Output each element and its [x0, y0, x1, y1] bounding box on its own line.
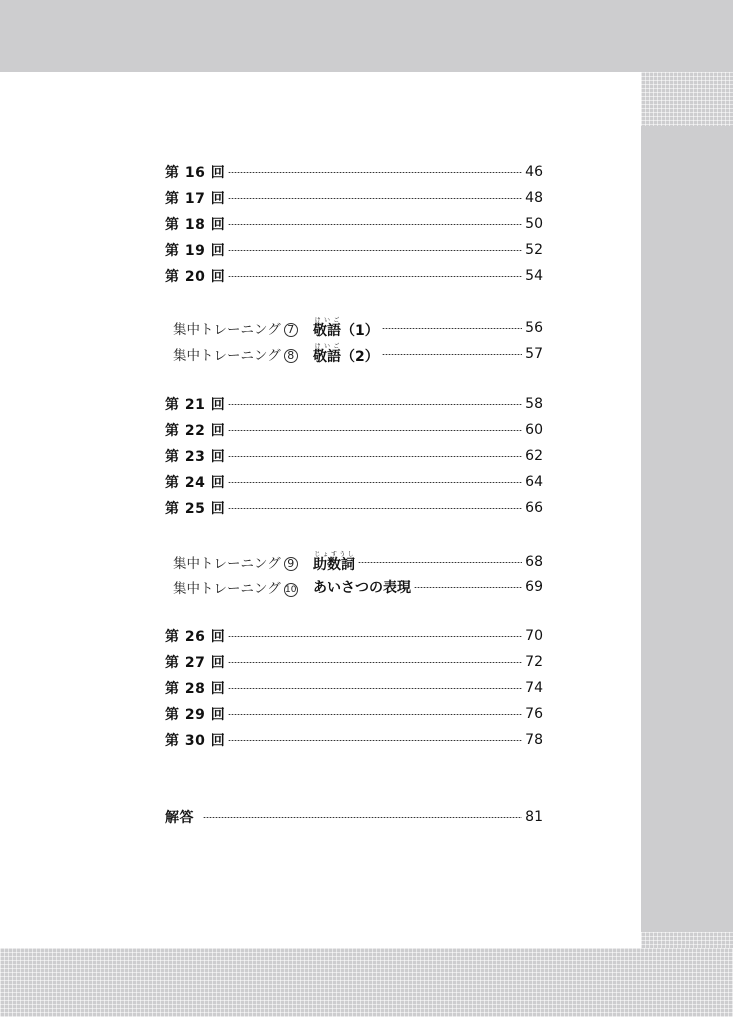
- circled-number: 9: [284, 557, 298, 571]
- toc-entry-19[interactable]: [165, 240, 543, 260]
- leader-dots: [228, 198, 522, 199]
- leader-dots: [228, 250, 522, 251]
- toc-entry-27[interactable]: [165, 652, 543, 672]
- decorative-grid-right-top: [641, 72, 733, 126]
- circled-number: 8: [284, 349, 298, 363]
- leader-dots: [414, 587, 522, 588]
- toc-entry-label: 第 18 回: [165, 217, 226, 233]
- leader-dots: [358, 562, 522, 563]
- decorative-grid-right-bottom: [641, 932, 733, 948]
- leader-dots: [228, 508, 522, 509]
- toc-training-7[interactable]: [165, 318, 543, 338]
- toc-entry-label: 第 19 回: [165, 243, 226, 259]
- toc-entry-label: 解答: [165, 810, 194, 826]
- training-label: 集中トレーニング 10: [173, 580, 297, 597]
- toc-entry-page: 64: [525, 474, 543, 490]
- toc-entry-23[interactable]: [165, 446, 543, 466]
- toc-entry-page: 62: [525, 448, 543, 464]
- toc-entry-label: 第 25 回: [165, 501, 226, 517]
- toc-entry-page: 57: [525, 346, 543, 362]
- toc-entry-label: 第 22 回: [165, 423, 226, 439]
- toc-entry-label: 第 23 回: [165, 449, 226, 465]
- toc-entry-21[interactable]: [165, 394, 543, 414]
- circled-number: 10: [285, 584, 297, 595]
- toc-entry-label: 第 29 回: [165, 707, 226, 723]
- toc-entry-page: 48: [525, 190, 543, 206]
- leader-dots: [203, 817, 522, 818]
- leader-dots: [228, 456, 522, 457]
- toc-entry-page: 78: [525, 732, 543, 748]
- toc-entry-29[interactable]: [165, 704, 543, 724]
- decorative-grid-bottom: [0, 948, 733, 1017]
- toc-entry-page: 72: [525, 654, 543, 670]
- toc-entry-17[interactable]: [165, 188, 543, 208]
- toc-entry-label: 第 30 回: [165, 733, 226, 749]
- leader-dots: [228, 740, 522, 741]
- toc-entry-page: 66: [525, 500, 543, 516]
- toc-entry-22[interactable]: [165, 420, 543, 440]
- toc-entry-label: 第 21 回: [165, 397, 226, 413]
- leader-dots: [228, 636, 522, 637]
- toc-training-10[interactable]: [165, 577, 543, 597]
- toc-entry-page: 56: [525, 320, 543, 336]
- leader-dots: [228, 714, 522, 715]
- toc-entry-page: 69: [525, 579, 543, 595]
- toc-entry-25[interactable]: [165, 498, 543, 518]
- toc-entry-20[interactable]: [165, 266, 543, 286]
- toc-entry-page: 70: [525, 628, 543, 644]
- toc-entry-page: 54: [525, 268, 543, 284]
- toc-entry-label: 第 27 回: [165, 655, 226, 671]
- leader-dots: [382, 354, 522, 355]
- toc-entry-page: 60: [525, 422, 543, 438]
- toc-training-9[interactable]: [165, 552, 543, 572]
- toc-entry-answers[interactable]: [165, 807, 543, 827]
- toc-entry-page: 58: [525, 396, 543, 412]
- training-title: あいさつの表現: [313, 580, 411, 596]
- leader-dots: [228, 688, 522, 689]
- toc-page: [0, 72, 641, 948]
- toc-entry-28[interactable]: [165, 678, 543, 698]
- leader-dots: [382, 328, 522, 329]
- leader-dots: [228, 172, 522, 173]
- leader-dots: [228, 662, 522, 663]
- toc-entry-30[interactable]: [165, 730, 543, 750]
- training-title: 助数詞じょすうし: [313, 550, 355, 573]
- toc-entry-26[interactable]: [165, 626, 543, 646]
- leader-dots: [228, 482, 522, 483]
- training-title: 敬語けいご（2）: [313, 342, 379, 365]
- toc-entry-page: 81: [525, 809, 543, 825]
- toc-entry-label: 第 17 回: [165, 191, 226, 207]
- training-title: 敬語けいご（1）: [313, 316, 379, 339]
- toc-entry-16[interactable]: [165, 162, 543, 182]
- toc-entry-18[interactable]: [165, 214, 543, 234]
- leader-dots: [228, 404, 522, 405]
- leader-dots: [228, 276, 522, 277]
- leader-dots: [228, 224, 522, 225]
- toc-entry-label: 第 20 回: [165, 269, 226, 285]
- toc-entry-label: 第 28 回: [165, 681, 226, 697]
- toc-entry-24[interactable]: [165, 472, 543, 492]
- toc-entry-page: 52: [525, 242, 543, 258]
- circled-number: 7: [284, 323, 298, 337]
- leader-dots: [228, 430, 522, 431]
- toc-entry-label: 第 26 回: [165, 629, 226, 645]
- training-label: 集中トレーニング 9: [173, 552, 313, 572]
- toc-entry-page: 76: [525, 706, 543, 722]
- toc-training-8[interactable]: [165, 344, 543, 364]
- toc-entry-page: 74: [525, 680, 543, 696]
- training-label: 集中トレーニング 7: [173, 318, 313, 338]
- toc-entry-label: 第 24 回: [165, 475, 226, 491]
- toc-entry-label: 第 16 回: [165, 165, 226, 181]
- training-label: 集中トレーニング 8: [173, 344, 313, 364]
- toc-entry-page: 46: [525, 164, 543, 180]
- toc-entry-page: 68: [525, 554, 543, 570]
- toc-entry-page: 50: [525, 216, 543, 232]
